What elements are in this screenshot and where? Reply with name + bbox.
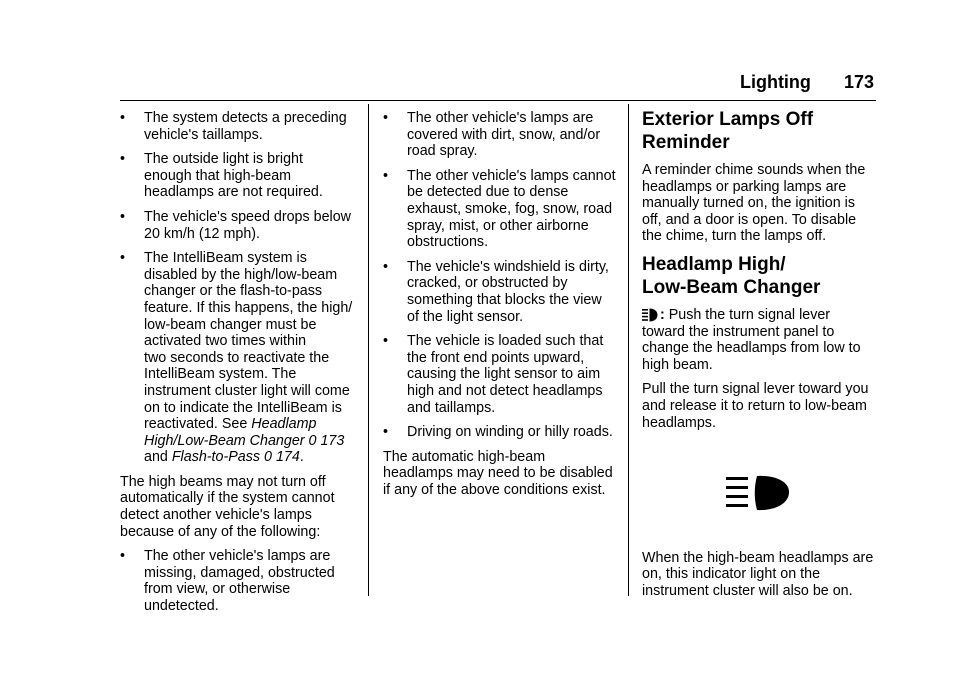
text-line: toward the instrument panel to <box>642 323 835 340</box>
bullet-text-line: low-beam changer must be <box>144 316 317 333</box>
bullet-marker: • <box>383 333 389 350</box>
text-line: off, and a door is open. To disable <box>642 211 857 228</box>
bullet-text-line: feature. If this happens, the high/ <box>144 299 353 316</box>
bullet-text-line: on to indicate the IntelliBeam is <box>144 399 342 416</box>
bullet-marker: • <box>120 548 126 565</box>
text-line: Pull the turn signal lever toward you <box>642 381 869 398</box>
bullet-text-line: The vehicle's windshield is dirty, <box>407 258 609 275</box>
bullet-text-line: the front end points upward, <box>407 349 585 366</box>
bullet-marker: • <box>383 110 389 126</box>
high-beam-indicator <box>726 475 876 516</box>
bullet-marker: • <box>383 167 389 184</box>
bullet-marker: • <box>120 110 126 126</box>
bullet-text-line: causing the light sensor to aim <box>407 366 601 383</box>
bullet-text-line: covered with dirt, snow, and/or <box>407 126 601 143</box>
list-item <box>120 209 356 242</box>
heading-line: Reminder <box>642 132 730 153</box>
text-line: The high beams may not turn off <box>120 473 326 490</box>
page-header <box>740 72 874 93</box>
section-title: Lighting <box>739 72 811 92</box>
paragraph-disable <box>383 449 621 499</box>
bullet-text-line: from view, or otherwise <box>144 581 291 598</box>
paragraph-indicator <box>642 550 876 600</box>
list-item <box>120 151 356 201</box>
text-line: detect another vehicle's lamps <box>120 507 312 524</box>
bullet-text-line: The vehicle is loaded such that <box>407 333 604 350</box>
bullet-text-line: 20 km/h (12 mph). <box>144 225 261 242</box>
text-line: manually turned on, the ignition is <box>642 195 855 212</box>
bullet-text-line: The other vehicle's lamps are <box>144 548 331 565</box>
list-item <box>120 110 356 143</box>
paragraph-push-lever: : Push the turn signal lever toward the instrument panel to change the headlamps from low to high beam. <box>642 307 876 373</box>
bullet-text-line: and taillamps. <box>407 399 496 416</box>
text-line: because of any of the following: <box>120 523 321 540</box>
page-ref-173[interactable]: 0 173 <box>308 432 345 449</box>
link-flash-to-pass[interactable]: Flash-to-Pass <box>171 449 261 466</box>
text-line: high beam. <box>642 356 713 373</box>
text-line: if any of the above conditions exist. <box>383 481 606 498</box>
list-item <box>383 259 621 325</box>
bullet-text-line: IntelliBeam system. The <box>144 366 297 383</box>
bullet-text-line: undetected. <box>144 598 219 615</box>
column-3 <box>642 108 876 608</box>
page-number: 173 <box>843 72 874 92</box>
bullet-text-line: obstructions. <box>407 234 489 251</box>
list-item <box>383 110 621 160</box>
bullet-text-line: be detected due to dense <box>407 184 569 201</box>
bullet-text-line: The IntelliBeam system is <box>144 250 307 267</box>
bullet-marker: • <box>120 151 126 168</box>
intellibeam-ref-line-2 <box>144 433 356 450</box>
bullet-text-line: instrument cluster light will come <box>144 382 350 399</box>
list-item <box>383 168 621 251</box>
heading-line: Headlamp High/ <box>642 253 786 275</box>
bullet-text-line: spray, mist, or other airborne <box>407 217 589 234</box>
text-line: headlamps or parking lamps are <box>642 178 847 195</box>
link-headlamp-changer-2[interactable]: High/Low-Beam Changer <box>144 432 305 449</box>
list-item <box>383 333 621 416</box>
text-line: When the high-beam headlamps are <box>642 549 874 566</box>
bullet-text-line: The vehicle's speed drops below <box>144 208 351 225</box>
bullet-text-line: road spray. <box>407 143 478 160</box>
bullet-intellibeam <box>120 250 356 466</box>
bullet-marker: • <box>383 258 389 275</box>
bullet-list-a <box>120 110 356 242</box>
paragraph-pull-lever <box>642 381 876 431</box>
intellibeam-lines <box>144 250 356 416</box>
bullet-marker: • <box>120 208 126 225</box>
bullet-text-line: high and not detect headlamps <box>407 382 603 399</box>
text-line: instrument cluster will also be on. <box>642 582 853 599</box>
bullet-text-line: missing, damaged, obstructed <box>144 564 335 581</box>
text-line: the chime, turn the lamps off. <box>642 228 827 245</box>
intellibeam-ref-line-3: and Flash-to-Pass 0 174. <box>144 449 304 466</box>
bullet-text-line: vehicle's taillamps. <box>144 126 263 143</box>
paragraph-reminder <box>642 162 876 245</box>
bullet-text-line: The other vehicle's lamps are <box>407 110 594 126</box>
high-beam-icon <box>726 475 790 511</box>
heading-line: Low-Beam Changer <box>642 276 821 298</box>
bullet-list-c <box>383 110 621 441</box>
bullet-marker: • <box>383 424 389 441</box>
bullet-text-line: of the light sensor. <box>407 308 524 325</box>
text-line: change the headlamps from low to <box>642 340 861 357</box>
bullet-text-line: The system detects a preceding <box>144 110 347 126</box>
text-line: automatically if the system cannot <box>120 490 335 507</box>
bullet-text-line: The other vehicle's lamps cannot <box>407 167 616 184</box>
list-item <box>120 548 356 614</box>
bullet-text-line: something that blocks the view <box>407 291 602 308</box>
bullet-list-b <box>120 548 356 614</box>
list-item <box>383 424 621 441</box>
high-beam-icon <box>642 308 658 322</box>
column-divider-2 <box>628 104 629 596</box>
text-line: and release it to return to low-beam <box>642 397 867 414</box>
bullet-text-line: changer or the flash-to-pass <box>144 283 323 300</box>
heading-exterior-lamps <box>642 108 876 154</box>
paragraph-high-beams <box>120 474 356 540</box>
text-line: headlamps may need to be disabled <box>383 465 613 482</box>
text-line: The automatic high-beam <box>383 448 546 465</box>
bullet-text-line: two seconds to reactivate the <box>144 349 330 366</box>
bullet-marker: • <box>120 250 126 267</box>
bullet-text-line: disabled by the high/low-beam <box>144 266 338 283</box>
column-2 <box>383 110 621 506</box>
bullet-text-line: enough that high-beam <box>144 167 292 184</box>
header-rule <box>120 100 876 101</box>
bullet-text-line: activated two times within <box>144 333 307 350</box>
column-1 <box>120 110 356 623</box>
heading-line: Exterior Lamps Off <box>642 109 814 130</box>
link-headlamp-changer[interactable]: Headlamp <box>251 416 317 433</box>
text-line: headlamps. <box>642 414 716 431</box>
heading-headlamp-changer <box>642 253 876 299</box>
bullet-text-line: exhaust, smoke, fog, snow, road <box>407 200 613 217</box>
text-line: on, this indicator light on the <box>642 566 821 583</box>
bullet-text-line: Driving on winding or hilly roads. <box>407 424 613 441</box>
text-line: A reminder chime sounds when the <box>642 162 866 178</box>
page-ref-174[interactable]: 0 174 <box>264 449 300 466</box>
column-divider-1 <box>368 104 369 596</box>
intellibeam-ref-line: reactivated. See Headlamp <box>144 416 317 433</box>
bullet-text-line: headlamps are not required. <box>144 184 323 201</box>
bullet-text-line: The outside light is bright <box>144 151 303 168</box>
bullet-text-line: cracked, or obstructed by <box>407 275 568 292</box>
